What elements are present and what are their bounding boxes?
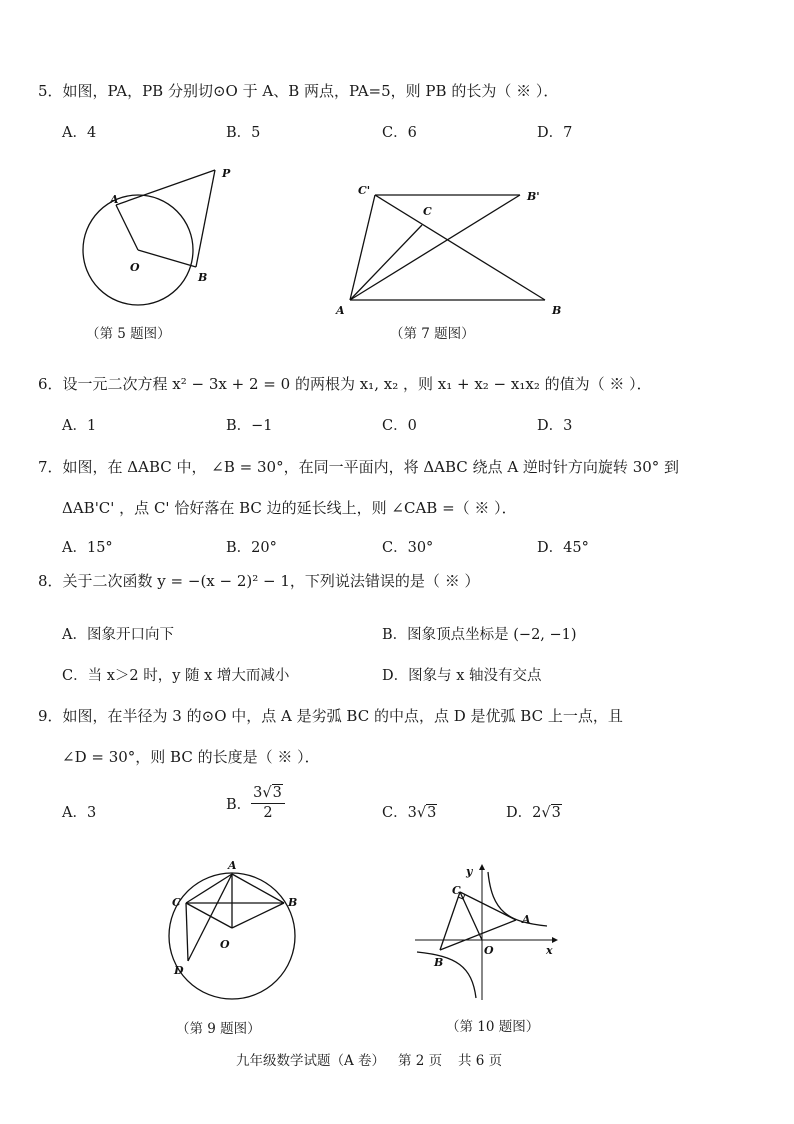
q7-label-c: C	[423, 205, 432, 218]
q5-option-a: A．4	[62, 125, 97, 141]
q7-stem-line2: ΔAB'C' ，点 C' 恰好落在 BC 边的延长线上，则 ∠CAB =（ ※ ）．	[62, 499, 517, 517]
q9-stem-line1: 9．如图，在半径为 3 的⊙O 中，点 A 是劣弧 BC 的中点，点 D 是优弧 BC 上一点，且	[38, 707, 623, 725]
q9-line-dc	[186, 903, 188, 961]
q10-label-x: x	[546, 944, 553, 957]
q9-option-a-value: 3	[86, 805, 97, 821]
q9-option-c-label: C．	[382, 805, 408, 821]
q6-option-d: D．3	[537, 418, 573, 434]
q5-stem: 5．如图，PA，PB 分别切⊙O 于 A、B 两点，PA=5，则 PB 的长为（ ※ ）．	[38, 82, 559, 100]
q7-figure	[330, 178, 570, 323]
q5-label-p: P	[222, 167, 231, 180]
q9-option-b	[226, 786, 285, 821]
q9-label-o: O	[220, 938, 230, 951]
q10-label-c: C	[452, 884, 461, 897]
q8-option-c: C．当 x＞2 时，y 随 x 增大而减小	[62, 668, 290, 684]
q5-line-pb	[196, 170, 215, 267]
q10-label-y: y	[466, 865, 473, 878]
q9-label-b: B	[288, 896, 298, 909]
q9-option-b-label: B．	[226, 797, 252, 814]
q7-line-ac1	[350, 195, 375, 300]
q8-option-b: B．图象顶点坐标是 (−2, −1)	[382, 627, 577, 643]
q9-option-c-coef: 3	[407, 805, 417, 821]
q9-label-c: C	[172, 896, 181, 909]
q5-label-a: A	[110, 193, 119, 206]
q9-option-c: C．3√3	[382, 805, 437, 821]
q10-x-axis-arrow	[552, 937, 558, 943]
q9-option-b-coef: 3	[253, 785, 263, 801]
q9-label-d: D	[174, 964, 184, 977]
q6-option-b: B．−1	[226, 418, 273, 434]
q10-line-cb	[440, 892, 460, 950]
q7-option-b: B．20°	[226, 540, 277, 556]
q8-option-d: D．图象与 x 轴没有交点	[382, 668, 542, 684]
q9-option-d: D．2√3	[506, 805, 561, 821]
q7-label-c1: C'	[358, 184, 371, 197]
q7-option-c: C．30°	[382, 540, 434, 556]
q9-option-b-den: 2	[263, 805, 273, 822]
q9-option-b-fraction: $\frac{3√3}{2}$	[251, 786, 285, 821]
q5-line-pa	[116, 170, 215, 205]
q9-option-b-radicand: 3	[272, 785, 282, 801]
q5-line-ob	[138, 250, 196, 267]
q5-line-oa	[116, 205, 138, 250]
q9-option-d-coef: 2	[532, 805, 542, 821]
q10-label-a: A	[522, 913, 531, 926]
q9-figure	[168, 858, 308, 1008]
q5-option-c: C．6	[382, 125, 417, 141]
q9-stem-line2: ∠D = 30°，则 BC 的长度是（ ※ ）．	[62, 748, 320, 766]
q9-option-d-radicand: 3	[551, 805, 561, 821]
q9-label-a: A	[228, 859, 237, 872]
q10-hyperbola-lower	[417, 952, 476, 998]
footer-total: 共 6 页	[458, 1053, 503, 1069]
q7-line-ab1	[350, 195, 520, 300]
q10-figure-caption: （第 10 题图）	[446, 1019, 540, 1035]
q6-stem: 6．设一元二次方程 x² − 3x + 2 = 0 的两根为 x₁, x₂ ，则 x₁ + x₂ − x₁x₂ 的值为（ ※ ）．	[38, 375, 652, 393]
q5-label-b: B	[198, 271, 208, 284]
footer-title: 九年级数学试题（A 卷）	[236, 1053, 386, 1069]
q7-label-b1: B'	[527, 190, 540, 203]
q9-option-c-radicand: 3	[427, 805, 437, 821]
q9-option-a	[62, 801, 96, 822]
q5-figure-caption: （第 5 题图）	[86, 326, 171, 342]
footer-page: 第 2 页	[398, 1053, 443, 1069]
q7-label-b: B	[552, 304, 562, 317]
q9-option-d-label: D．	[506, 805, 533, 821]
q9-line-ob	[232, 903, 284, 928]
q10-line-ca	[460, 892, 516, 920]
q7-figure-caption: （第 7 题图）	[390, 326, 475, 342]
q10-figure	[412, 860, 562, 1005]
q5-option-b: B．5	[226, 125, 261, 141]
q6-option-a: A．1	[62, 418, 97, 434]
q9-figure-caption: （第 9 题图）	[176, 1021, 261, 1037]
q5-label-o: O	[130, 261, 140, 274]
q9-option-a-label: A．	[62, 805, 87, 821]
q7-stem-line1: 7．如图，在 ΔABC 中， ∠B = 30°，在同一平面内，将 ΔABC 绕点 A 逆时针方向旋转 30° 到	[38, 458, 680, 476]
q9-line-co	[186, 903, 232, 928]
q5-option-d: D．7	[537, 125, 573, 141]
q10-line-ba	[440, 920, 516, 950]
q5-figure	[70, 155, 260, 320]
q8-option-a: A．图象开口向下	[62, 627, 174, 643]
q7-option-a: A．15°	[62, 540, 113, 556]
q7-option-d: D．45°	[537, 540, 589, 556]
q10-y-axis-arrow	[479, 864, 485, 870]
q6-option-c: C．0	[382, 418, 417, 434]
q8-stem: 8．关于二次函数 y = −(x − 2)² − 1，下列说法错误的是（ ※ ）	[38, 572, 480, 590]
q7-label-a: A	[336, 304, 345, 317]
q10-hyperbola-upper	[488, 872, 547, 926]
q10-label-b: B	[434, 956, 444, 969]
q10-label-o: O	[484, 944, 494, 957]
